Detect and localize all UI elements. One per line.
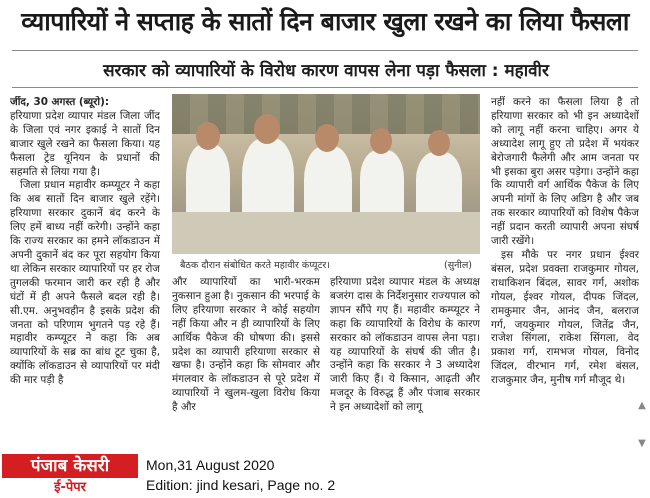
- photo-person: [416, 152, 462, 220]
- photo-credit: (सुनील): [443, 260, 472, 271]
- article-column-3: [330, 276, 480, 444]
- edition-date: Mon,31 August 2020: [146, 457, 275, 473]
- photo-person-head: [254, 114, 280, 144]
- photo-person-head: [370, 128, 392, 154]
- article-dateline: जींद, 30 अगस्त (ब्यूरो):: [10, 96, 110, 108]
- photo-caption: [172, 256, 480, 272]
- article-headline: व्यापारियों ने सप्ताह के सातों दिन बाजार खुला रखने का लिया फैसला: [21, 7, 629, 36]
- logo-sub-text: ई-पेपर: [54, 480, 86, 495]
- article-paragraph: और व्यापारियों का भारी-भरकम नुकसान हुआ है। नुकसान की भरपाई के लिए हरियाणा सरकार ने कोई सहयोग नहीं किया और न ही व्यापारियों के लिए आर्थिक पैकेज की घोषणा की। इससे प्रदेश का व्यापारी हरियाणा सरकार से खफा है। उन्होंने कहा कि सोमवार और मंगलवार के लॉकडाउन से पूरे प्रदेश में व्यापारियों ने खुलम-खुला विरोध किया है और: [172, 276, 320, 414]
- headline-divider: [12, 50, 638, 51]
- article-paragraph: हरियाणा प्रदेश व्यापार मंडल के अध्यक्ष बजरंग दास के निर्देशनुसार राज्यपाल को ज्ञापन सौंपे गए हैं। महावीर कम्प्यूटर ने कहा कि व्यापारियों के विरोध के कारण सरकार को लॉकडाउन वापस लेना पड़ा। यह व्यापारियों के संघर्ष की जीत है। उन्होंने कहा कि सरकार ने 3 अध्यादेश जारी किए हैं। ये किसान, आढ़ती और मजदूर के विरुद्ध हैं और पंजाब सरकार ने इन अध्यादेशों को लागू: [330, 276, 480, 414]
- epaper-footer: [0, 452, 650, 498]
- article-paragraph: हरियाणा प्रदेश व्यापार मंडल जिला जींद के जिला एवं नगर इकाई ने सातों दिन बाजार खुले रखने का फैसला किया। यह फैसला ट्रेड यूनियन के प्रधानों की सहमति से लिया गया है।: [10, 109, 160, 178]
- chevron-down-icon[interactable]: ▼: [638, 438, 646, 449]
- article-column-4: [491, 96, 639, 444]
- article-column-1: [10, 96, 160, 444]
- article-subheadline: सरकार को व्यापारियों के विरोध कारण वापस लेना पड़ा फैसला : महावीर: [103, 61, 549, 81]
- photo-person-head: [428, 130, 450, 156]
- photo-person-head: [196, 122, 220, 150]
- page-scroll-controls: [636, 400, 648, 452]
- article-paragraph: जिला प्रधान महावीर कम्प्यूटर ने कहा कि अब सातों दिन बाजार खुले रहेंगे। हरियाणा सरकार दुकानें बंद करने के लिए हमें बाध्य नहीं करेगी। उन्होंने कहा कि राज्य सरकार का हमने लॉकडाउन में अपनी दुकानें बंद कर पूरा सहयोग किया था लेकिन सरकार व्यापारियों पर हर रोज तुगलकी फरमान जारी कर रही है और घंटों में ही अपने फैसले बदल रही है। सी.एम. अनुभवहीन है इसके प्रदेश की जनता को परिणाम भुगतने पड़ रहे हैं। महावीर कम्प्यूटर ने कहा कि अब व्यापारियों के सब्र का बांध टूट चुका है, क्योंकि लॉकडाउन से व्यापारियों पर मंदी की मार पड़ी है: [10, 179, 160, 387]
- article-column-2: [172, 276, 320, 444]
- article-photo: [172, 94, 480, 254]
- edition-info: Edition: jind kesari, Page no. 2: [146, 477, 336, 493]
- photo-caption-text: बैठक दौरान संबोधित करते महावीर कंप्यूटर।: [180, 260, 330, 271]
- chevron-up-icon[interactable]: ▲: [638, 400, 646, 411]
- logo-main-text: पंजाब केसरी: [2, 454, 138, 478]
- photo-person: [360, 150, 404, 220]
- punjab-kesari-logo[interactable]: [2, 454, 138, 498]
- article-paragraph: नहीं करने का फैसला लिया है तो हरियाणा सरकार को भी इन अध्यादेशों को लागू नहीं करना चाहिए। अगर ये अध्यादेश लागू हुए तो प्रदेश में भयंकर बेरोजगारी फैलेगी और आम जनता पर भी इसका बुरा असर पड़ेगा। उन्होंने कहा कि व्यापारी वर्ग आर्थिक पैकेज के लिए अपनी मांगों के लिए अडिग है और जब तक सरकार व्यापारियों को विशेष पैकेज नहीं प्रदान करती व्यापारी अपना संघर्ष जारी रखेंगे।: [491, 96, 639, 248]
- photo-person-head: [315, 124, 339, 152]
- article-paragraph: इस मौके पर नगर प्रधान ईश्वर बंसल, प्रदेश प्रवक्ता राजकुमार गोयल, राधाकिशन बिंदल, सावर गर्ग, अशोक गोयल, ईश्वर गोयल, दीपक जिंदल, रामकुमार जैन, आनंद जैन, बलराज गर्ग, जयकुमार गोयल, जितेंद्र जैन, राजेश सिंगला, राकेश सिंगला, वेद प्रकाश गर्ग, रामभज गोयल, विनोद जिंदल, वीरभान गर्ग, रमेश बंसल, राजकुमार जैन, मुनीष गर्ग मौजूद थे।: [491, 248, 639, 387]
- photo-table: [172, 212, 480, 254]
- subheadline-divider: [12, 87, 638, 88]
